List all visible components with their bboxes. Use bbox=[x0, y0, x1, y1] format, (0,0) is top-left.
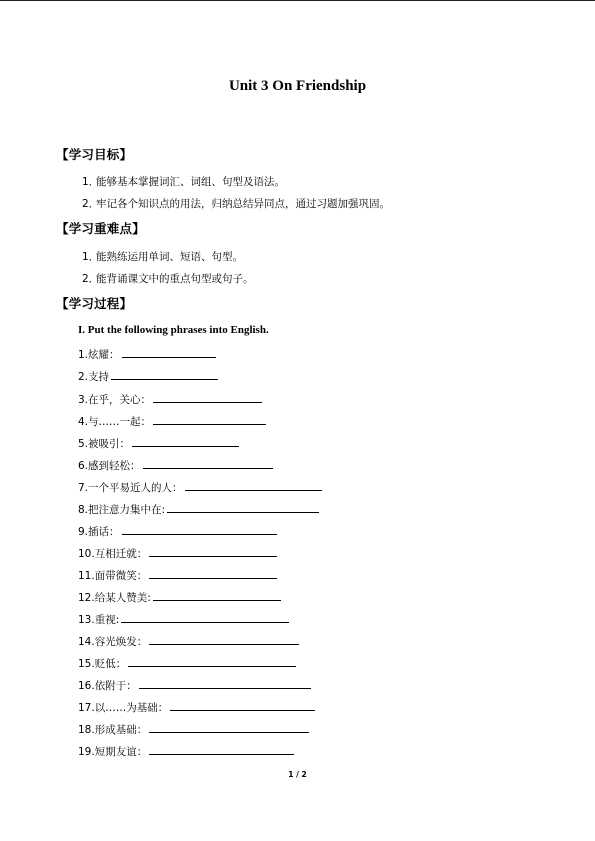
exercise-item bbox=[78, 523, 277, 539]
answer-blank[interactable] bbox=[185, 479, 322, 491]
goal-text: 能够基本掌握词汇、词组、句型及语法。 bbox=[96, 176, 285, 188]
exercise-item bbox=[78, 655, 296, 671]
key-point-number: 2． bbox=[82, 273, 100, 285]
answer-blank[interactable] bbox=[153, 391, 262, 403]
exercise-prompt: 16.依附于： bbox=[78, 680, 137, 692]
answer-blank[interactable] bbox=[143, 457, 273, 469]
goal-number: 2． bbox=[82, 198, 100, 210]
exercise-prompt: 9.插话： bbox=[78, 526, 120, 538]
goal-number: 1． bbox=[82, 176, 100, 188]
exercise-prompt: 6.感到轻松： bbox=[78, 460, 141, 472]
goal-item-2 bbox=[82, 196, 390, 211]
key-point-number: 1． bbox=[82, 251, 100, 263]
exercise-prompt: 4.与……一起： bbox=[78, 416, 152, 428]
key-point-text: 能背诵课文中的重点句型或句子。 bbox=[96, 273, 254, 285]
exercise-item bbox=[78, 611, 289, 627]
exercise-prompt: 2.支持 bbox=[78, 371, 110, 383]
answer-blank[interactable] bbox=[153, 589, 281, 601]
exercise-prompt: 10.互相迁就： bbox=[78, 548, 148, 560]
answer-blank[interactable] bbox=[149, 721, 309, 733]
exercise-prompt: 13.重视: bbox=[78, 614, 120, 626]
page-number: 1 / 2 bbox=[288, 770, 307, 779]
exercise-prompt: 19.短期友谊： bbox=[78, 746, 148, 758]
answer-blank[interactable] bbox=[153, 413, 266, 425]
exercise-item bbox=[78, 633, 299, 649]
answer-blank[interactable] bbox=[149, 567, 277, 579]
key-points-heading: 【学习重难点】 bbox=[56, 221, 145, 236]
goal-text: 牢记各个知识点的用法，归纳总结异同点，通过习题加强巩固。 bbox=[96, 198, 390, 210]
exercise-item bbox=[78, 346, 216, 362]
answer-blank[interactable] bbox=[139, 677, 311, 689]
answer-blank[interactable] bbox=[170, 699, 315, 711]
exercise-prompt: 18.形成基础： bbox=[78, 724, 148, 736]
exercise-prompt: 15.贬低： bbox=[78, 658, 127, 670]
exercise-prompt: 14.容光焕发： bbox=[78, 636, 148, 648]
exercise-item bbox=[78, 368, 218, 384]
exercise-item bbox=[78, 501, 319, 517]
answer-blank[interactable] bbox=[122, 523, 277, 535]
goals-heading: 【学习目标】 bbox=[56, 147, 133, 162]
exercise-prompt: 8.把注意力集中在: bbox=[78, 504, 166, 516]
key-point-text: 能熟练运用单词、短语、句型。 bbox=[96, 251, 243, 263]
exercise-prompt: 1.炫耀： bbox=[78, 349, 120, 361]
exercise-item bbox=[78, 743, 294, 759]
answer-blank[interactable] bbox=[167, 501, 319, 513]
exercise-prompt: 11.面带微笑： bbox=[78, 570, 148, 582]
answer-blank[interactable] bbox=[121, 611, 289, 623]
exercise-item bbox=[78, 413, 266, 429]
exercise-prompt: 17.以……为基础： bbox=[78, 702, 169, 714]
answer-blank[interactable] bbox=[132, 435, 239, 447]
exercise-prompt: 3.在乎，关心： bbox=[78, 394, 152, 406]
key-point-item-2 bbox=[82, 271, 254, 286]
answer-blank[interactable] bbox=[122, 346, 216, 358]
exercise-prompt: 5.被吸引： bbox=[78, 438, 131, 450]
answer-blank[interactable] bbox=[111, 368, 218, 380]
page-top-border bbox=[0, 0, 595, 1]
key-point-item-1 bbox=[82, 249, 243, 264]
exercise-item bbox=[78, 567, 277, 583]
exercise-item bbox=[78, 391, 262, 407]
answer-blank[interactable] bbox=[128, 655, 296, 667]
exercise-item bbox=[78, 435, 239, 451]
exercise-item bbox=[78, 699, 315, 715]
answer-blank[interactable] bbox=[149, 633, 299, 645]
exercise-item bbox=[78, 457, 273, 473]
answer-blank[interactable] bbox=[149, 545, 277, 557]
answer-blank[interactable] bbox=[149, 743, 294, 755]
exercise-item bbox=[78, 721, 309, 737]
page-title: Unit 3 On Friendship bbox=[228, 78, 367, 94]
exercise-item bbox=[78, 589, 281, 605]
exercise-prompt: 7.一个平易近人的人： bbox=[78, 482, 183, 494]
exercise-item bbox=[78, 479, 322, 495]
goal-item-1 bbox=[82, 174, 285, 189]
exercise-prompt: 12.给某人赞美: bbox=[78, 592, 151, 604]
exercise-item bbox=[78, 677, 311, 693]
exercise-item bbox=[78, 545, 277, 561]
exercise-instruction: I. Put the following phrases into English. bbox=[78, 324, 269, 336]
process-heading: 【学习过程】 bbox=[56, 296, 133, 311]
